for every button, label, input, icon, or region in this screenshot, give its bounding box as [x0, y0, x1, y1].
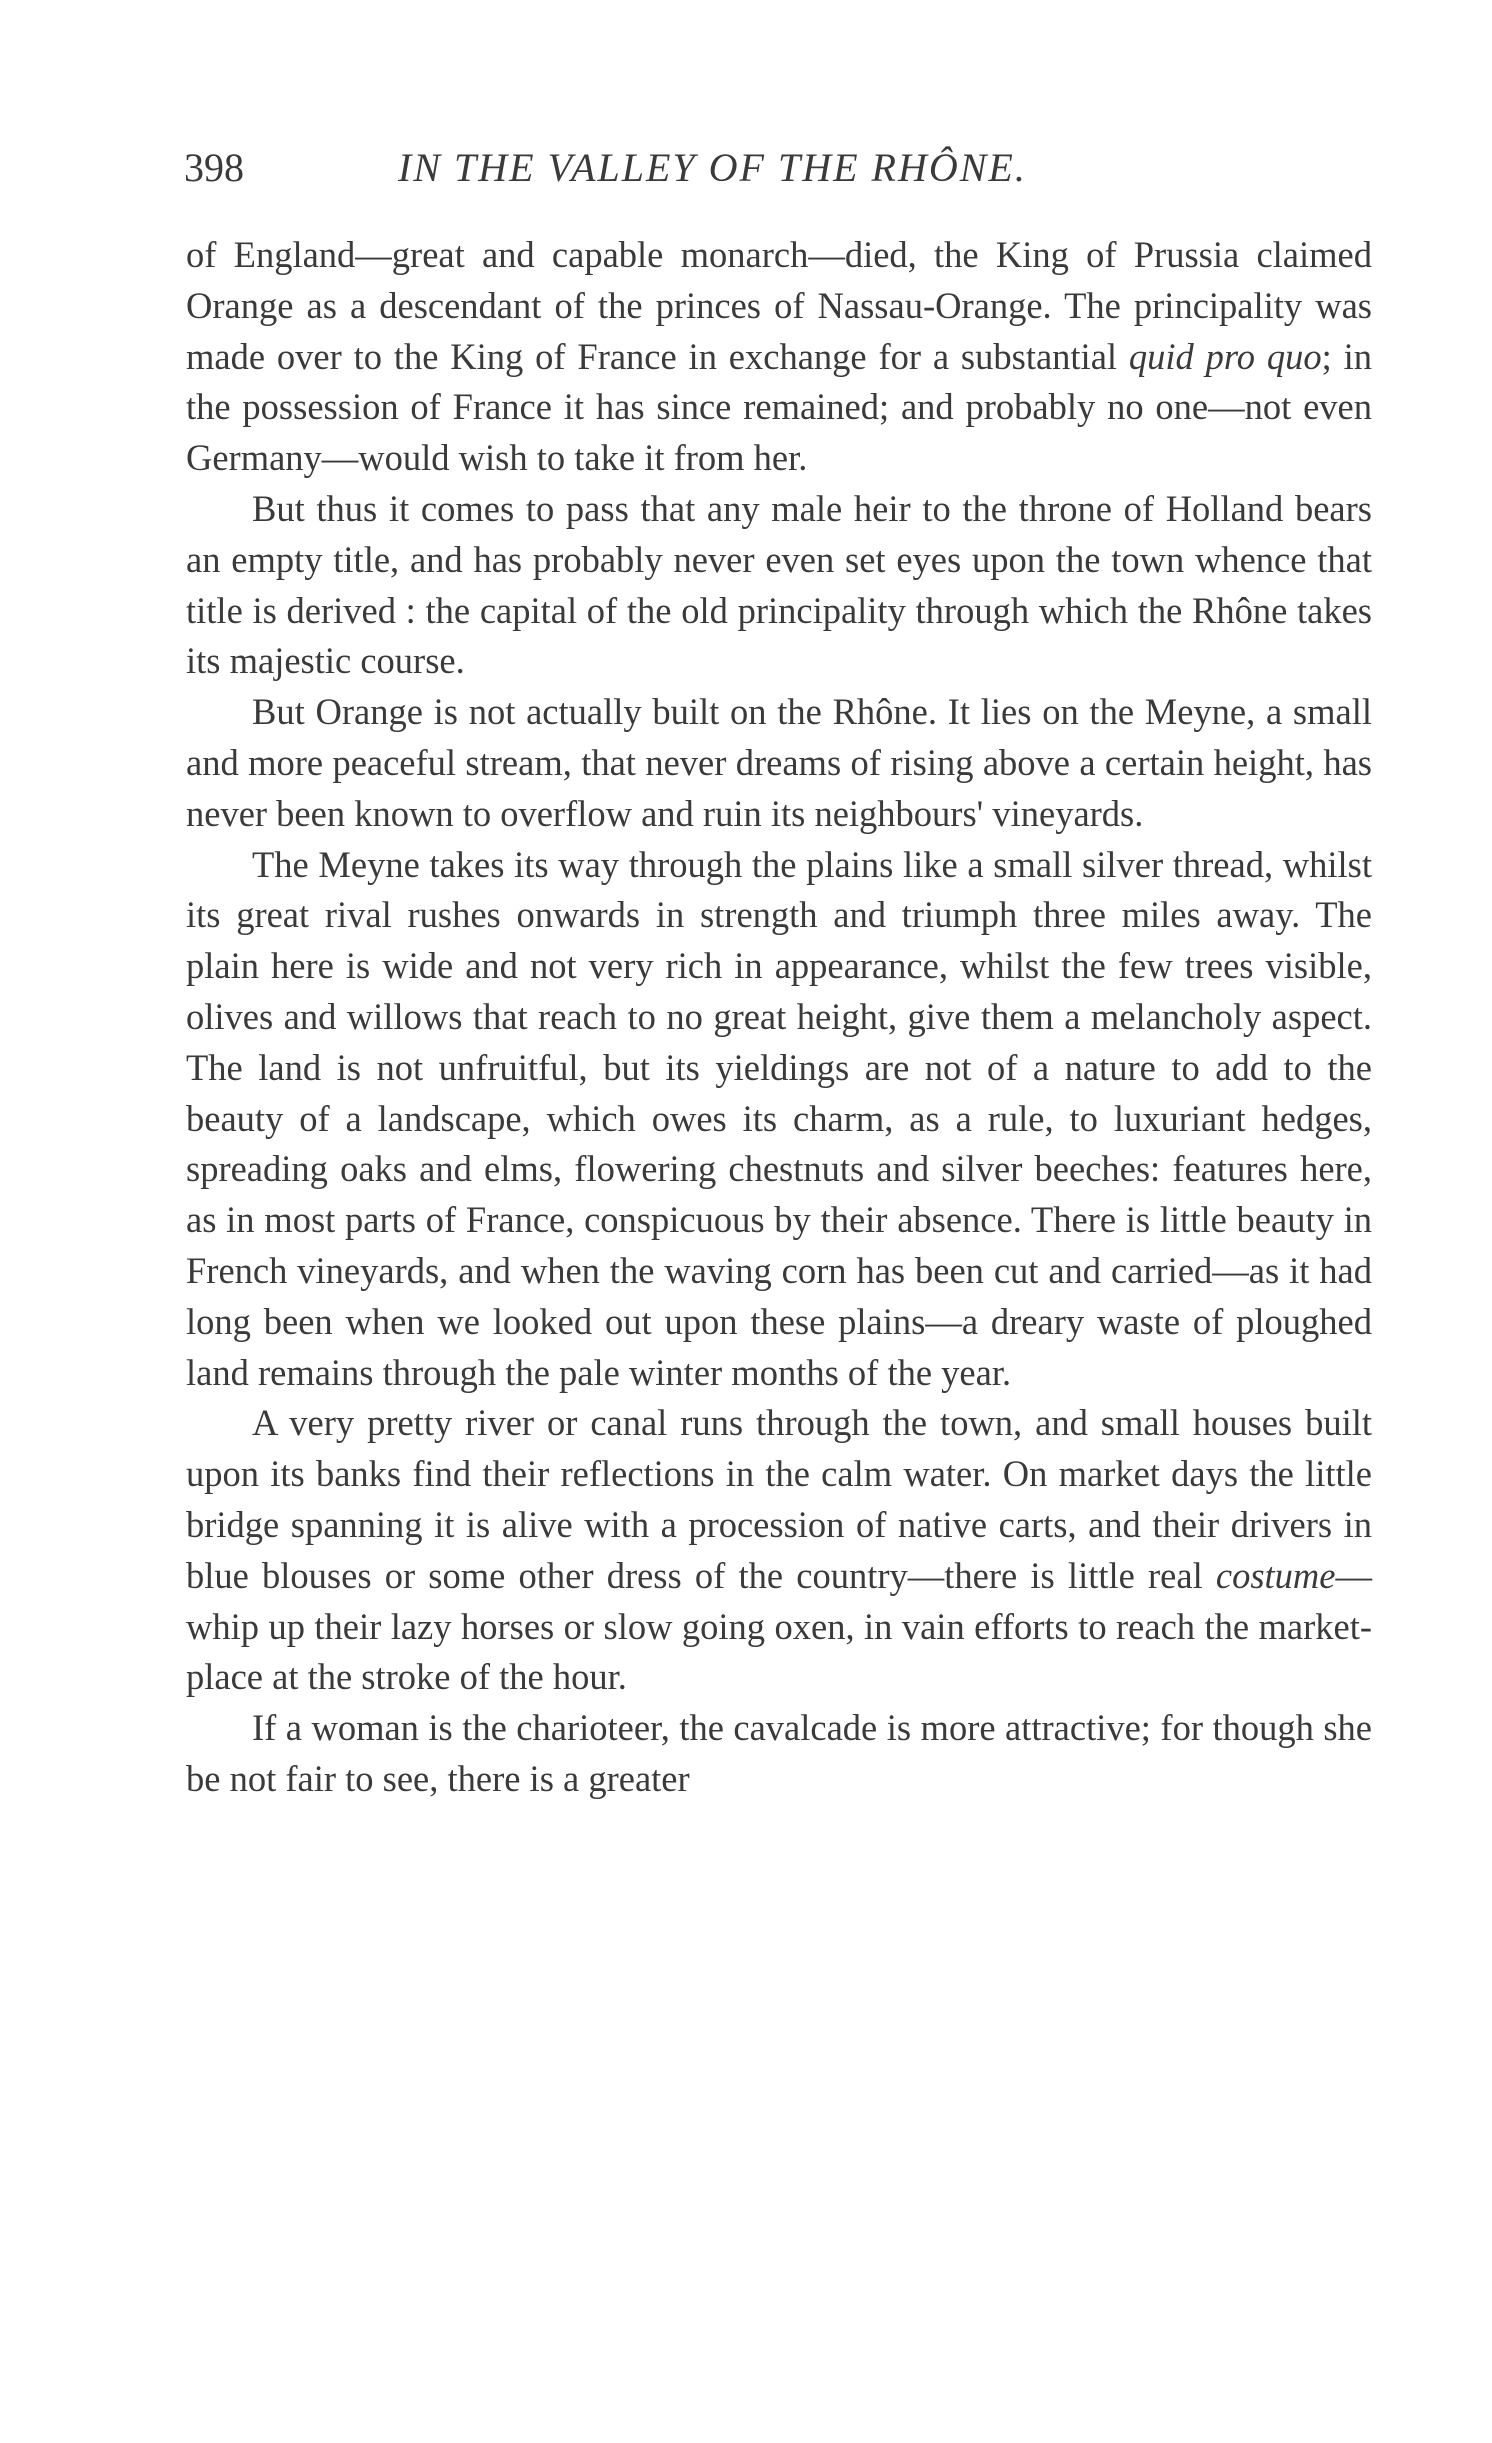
paragraph-2: But thus it comes to pass that any male heir to the throne of Holland bears an empty title, and has probably never even set eyes upon the town whence that title is derived : the capital of the old principality through which the Rhône takes its majestic course.	[186, 487, 1372, 682]
paragraph-5-italic-word: costume	[1215, 1554, 1336, 1596]
body-text	[186, 230, 1372, 1805]
paragraph-3: But Orange is not actually built on the Rhône. It lies on the Meyne, a small and more peaceful stream, that never dreams of rising above a certain height, has never been known to overflow and ruin its neighbours' vineyards.	[186, 691, 1372, 834]
paragraph-1-italic-phrase: quid pro quo	[1128, 335, 1322, 377]
running-title: IN THE VALLEY OF THE RHÔNE.	[398, 145, 1027, 190]
paragraph-1-text-b: ; in the possession of France it has since remained; and probably no one—not even Germany—would wish to take it from her.	[186, 335, 1372, 479]
page-number: 398	[184, 145, 244, 190]
paragraph-5-text-b: —whip up their lazy horses or slow going oxen, in vain efforts to reach the market-place at the stroke of the hour.	[186, 1554, 1372, 1698]
paragraph-5-text-a: A very pretty river or canal runs through the town, and small houses built upon its banks find their reflections in the calm water. On market days the little bridge spanning it is alive with a procession of native carts, and their drivers in blue blouses or some other dress of the country—there is little real	[186, 1402, 1372, 1596]
paragraph-6: If a woman is the charioteer, the cavalcade is more attractive; for though she be not fair to see, there is a greater	[186, 1707, 1372, 1799]
page-header	[184, 138, 1184, 198]
paragraph-1	[186, 230, 1372, 484]
paragraph-4: The Meyne takes its way through the plains like a small silver thread, whilst its great rival rushes onwards in strength and triumph three miles away. The plain here is wide and not very rich in appearance, whilst the few trees visible, olives and willows that reach to no great height, give them a melancholy aspect. The land is not unfruitful, but its yieldings are not of a nature to add to the beauty of a landscape, which owes its charm, as a rule, to luxuriant hedges, spreading oaks and elms, flowering chestnuts and silver beeches: features here, as in most parts of France, conspicuous by their absence. There is little beauty in French vineyards, and when the waving corn has been cut and carried—as it had long been when we looked out upon these plains—a dreary waste of ploughed land remains through the pale winter months of the year.	[186, 843, 1372, 1393]
paragraph-5	[186, 1398, 1372, 1703]
paragraph-1-text-a: of England—great and capable monarch—died, the King of Prussia claimed Orange as a descendant of the princes of Nassau-Orange. The principality was made over to the King of France in exchange for a substantial	[186, 234, 1372, 377]
